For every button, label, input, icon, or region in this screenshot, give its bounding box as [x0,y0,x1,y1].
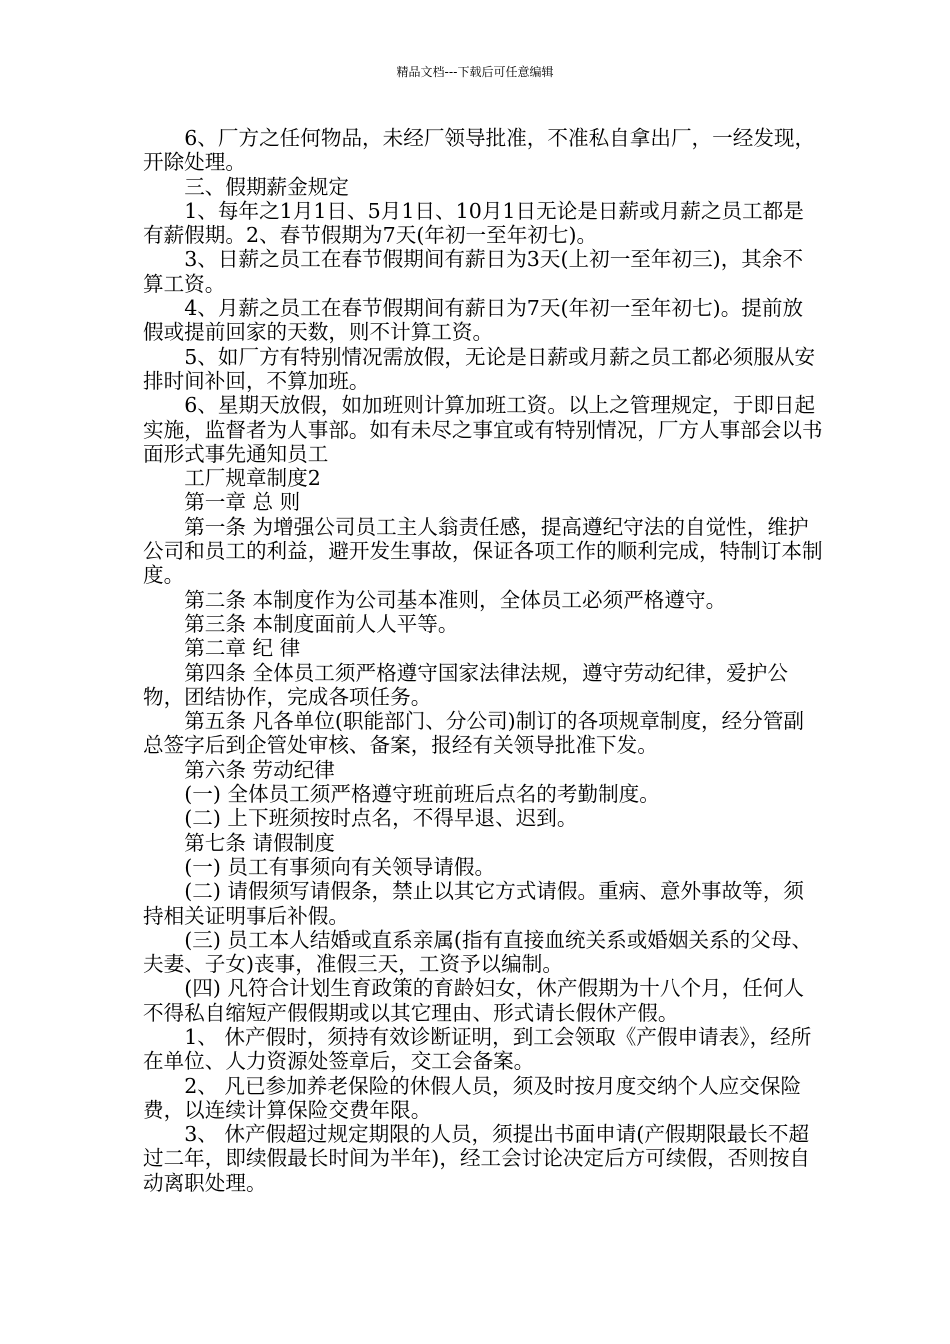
clause: (二) 请假须写请假条，禁止以其它方式请假。重病、意外事故等，须持相关证明事后补假。 [143,879,805,928]
paragraph: 6、厂方之任何物品，未经厂领导批准，不准私自拿出厂，一经发现，开除处理。 [143,126,816,175]
article: 第六条 劳动纪律 [184,757,335,782]
article: 第五条 凡各单位(职能部门、分公司)制订的各项规章制度，经分管副总签字后到企管处审核、备案，报经有关领导批准下发。 [143,709,805,758]
sub-clause: 1、 休产假时，须持有效诊断证明，到工会领取《产假申请表》，经所在单位、人力资源处签章后，交工会备案。 [143,1024,812,1074]
article: 第七条 请假制度 [184,830,335,855]
chapter-heading: 第一章 总 则 [184,490,301,515]
paragraph: 1、每年之1月1日、5月1日、10月1日无论是日薪或月薪之员工都是有薪假期。2、春节假期为7天(年初一至年初七)。 [143,198,804,248]
article: 第二条 本制度作为公司基本准则，全体员工必须严格遵守。 [184,587,727,612]
sub-clause: 3、 休产假超过规定期限的人员，须提出书面申请(产假期限最长不超过二年，即续假最长时间为半年)，经工会讨论决定后方可续假，否则按自动离职处理。 [143,1122,811,1195]
article: 第一条 为增强公司员工主人翁责任感，提高遵纪守法的自觉性，维护公司和员工的利益，避开发生事故，保证各项工作的顺利完成，特制订本制度。 [143,514,823,588]
clause: (一) 员工有事须向有关领导请假。 [184,854,496,879]
section-heading: 三、假期薪金规定 [184,174,349,199]
article: 第四条 全体员工须严格遵守国家法律法规，遵守劳动纪律，爱护公物，团结协作，完成各项任务。 [143,660,788,709]
paragraph: 6、星期天放假，如加班则计算加班工资。以上之管理规定，于即日起实施，监督者为人事部。如有未尽之事宜或有特别情况，厂方人事部会以书面形式事先通知员工 [143,393,823,466]
sub-clause: 2、 凡已参加养老保险的休假人员，须及时按月度交纳个人应交保险费，以连续计算保险交费年限。 [143,1073,802,1122]
clause: (二) 上下班须按时点名，不得早退、迟到。 [184,806,578,831]
article: 第三条 本制度面前人人平等。 [184,611,459,636]
paragraph: 5、如厂方有特别情况需放假，无论是日薪或月薪之员工都必须服从安排时间补回，不算加班。 [143,344,816,393]
clause: (四) 凡符合计划生育政策的育龄妇女，休产假期为十八个月，任何人不得私自缩短产假假期或以其它理由、形式请长假休产假。 [143,976,805,1025]
document-subtitle: 工厂规章制度2 [184,466,321,491]
clause: (三) 员工本人结婚或直系亲属(指有直接血统关系或婚姻关系的父母、夫妻、子女)丧事，准假三天，工资予以编制。 [143,927,813,977]
document-body [143,126,823,1195]
clause: (一) 全体员工须严格遵守班前班后点名的考勤制度。 [184,782,660,807]
chapter-heading: 第二章 纪 律 [184,636,301,661]
paragraph: 4、月薪之员工在春节假期间有薪日为7天(年初一至年初七)。提前放假或提前回家的天数，则不计算工资。 [143,296,804,345]
page-header: 精品文档---下载后可任意编辑 [396,65,554,79]
paragraph: 3、日薪之员工在春节假期间有薪日为3天(上初一至年初三)，其余不算工资。 [143,247,804,296]
